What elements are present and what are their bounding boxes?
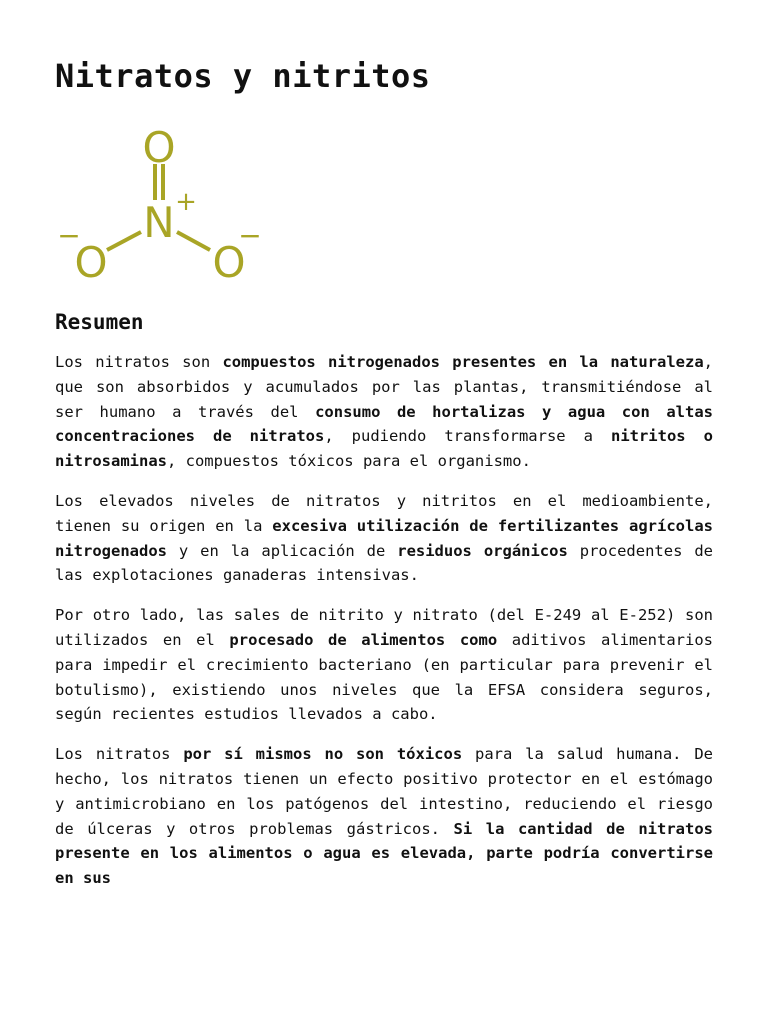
paragraph [55,489,713,588]
bold-text-run: Si la cantidad de nitratos presente en los alimentos o agua es elevada, parte podría convertirse en sus [55,819,713,888]
atom-nitrogen: N [143,198,175,247]
text-run: , compuestos tóxicos para el organismo. [166,452,531,471]
bold-text-run: residuos orgánicos [397,541,568,560]
section-heading: Resumen [55,310,144,334]
text-run: aditivos alimentarios para impedir el crecimiento bacteriano (en particular para prevenir el botulismo), existiendo unos niveles que la EFSA considera seguros, según recientes estudios llevados a cabo. [55,630,713,724]
paragraph [55,350,713,474]
bold-text-run: consumo de hortalizas y agua con altas concentraciones de nitratos [55,402,714,446]
body-text [55,350,713,906]
text-run: Los nitratos son [55,353,223,371]
charge-left-oxygen: − [57,219,81,252]
charge-right-oxygen: − [238,219,262,252]
text-run: Por otro lado, las sales de nitrito y nitrato (del E-249 al E-252) son utilizados en el [55,606,713,649]
text-run: Los elevados niveles de nitratos y nitritos en el medioambiente, tienen su origen en la [55,491,713,535]
bold-text-run: nitritos o nitrosaminas [55,427,713,471]
text-run: y en la aplicación de [166,541,398,560]
single-bond-left [107,232,141,250]
text-run: , pudiendo transformarse a [324,427,611,446]
nitrate-structure-figure [57,120,267,290]
bold-text-run: procesado de alimentos como [229,630,498,649]
text-run: procedentes de las explotaciones ganaderas intensivas. [55,541,713,585]
page-title: Nitratos y nitritos [55,57,431,95]
charge-nitrogen: + [175,187,197,217]
atom-left-oxygen: O [74,238,108,287]
single-bond-right [177,232,210,250]
atom-top-oxygen: O [142,123,176,172]
text-run: , que son absorbidos y acumulados por las plantas, transmitiéndose al ser humano a través del [55,353,714,421]
bold-text-run: excesiva utilización de fertilizantes agrícolas nitrogenados [55,516,713,560]
paragraph [55,742,713,891]
atom-right-oxygen: O [212,238,246,287]
text-run: Los nitratos [55,745,184,764]
bold-text-run: compuestos nitrogenados presentes en la naturaleza [222,353,704,371]
paragraph [55,603,713,727]
text-run: para la salud humana. De hecho, los nitratos tienen un efecto positivo protector en el estómago y antimicrobiano en los patógenos del intestino, reduciendo el riesgo de úlceras y otros problemas gástricos. [55,745,713,838]
bold-text-run: por sí mismos no son tóxicos [183,745,463,764]
